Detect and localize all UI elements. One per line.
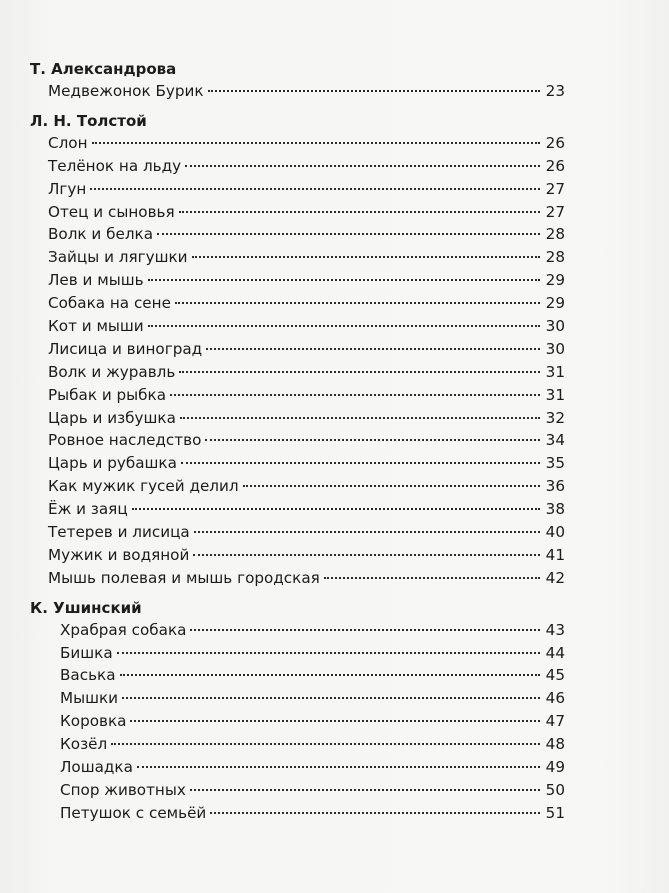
toc-entry [30,619,575,642]
entry-title: Ровное наследство [48,431,202,450]
dot-leader [92,142,540,144]
entry-title: Васька [60,666,116,685]
entry-page-number: 28 [545,248,565,267]
entry-page-number: 43 [545,620,565,639]
entry-title: Ёж и заяц [48,500,128,519]
dot-leader [130,720,539,722]
entry-title: Кот и мыши [48,317,144,336]
entry-page-number: 50 [545,780,565,799]
dot-leader [206,348,540,350]
dot-leader [179,211,540,213]
entry-page-number: 38 [545,500,565,519]
entry-title: Слон [48,133,88,152]
entry-title: Козёл [60,735,108,754]
entry-title: Царь и рубашка [48,454,177,473]
entry-title: Бишка [60,643,113,662]
dot-leader [111,743,539,745]
entry-title: Лисица и виноград [48,339,203,358]
dot-leader [185,165,540,167]
entry-page-number: 49 [545,758,565,777]
toc-entry [30,269,575,292]
entry-page-number: 26 [545,156,565,175]
dot-leader [192,256,540,258]
entry-title: Медвежонок Бурик [48,82,204,100]
entry-title: Лев и мышь [48,271,144,290]
dot-leader [148,279,540,281]
toc-entry [30,201,575,224]
toc-entry [30,544,575,567]
entry-page-number: 48 [545,735,565,754]
dot-leader [179,371,539,373]
entry-title: Тетерев и лисица [48,523,190,542]
toc-entry [30,292,575,315]
dot-leader [170,394,540,396]
toc-section [30,110,575,590]
entry-title: Храбрая собака [60,620,187,639]
entry-title: Мужик и водяной [48,545,190,564]
dot-leader [205,439,539,441]
entry-page-number: 32 [545,408,565,427]
toc-entry [30,246,575,269]
entry-page-number: 41 [545,545,565,564]
entry-page-number: 23 [545,82,565,100]
section-author-heading: Т. Александрова [30,60,177,78]
dot-leader [208,90,540,92]
section-author-heading: К. Ушинский [30,598,142,617]
entry-page-number: 28 [545,225,565,244]
dot-leader [193,554,539,556]
entry-page-number: 26 [545,133,565,152]
entry-page-number: 34 [545,431,565,450]
toc-entry [30,452,575,475]
toc-entry [30,733,575,756]
entry-title: Петушок с семьёй [60,803,207,822]
dot-leader [175,302,540,304]
entry-page-number: 40 [545,523,565,542]
entry-page-number: 30 [545,317,565,336]
entry-title: Волк и белка [48,225,154,244]
toc-entry [30,475,575,498]
dot-leader [157,233,540,235]
dot-leader [180,417,540,419]
entry-title: Отец и сыновья [48,202,175,221]
entry-title: Мышки [60,689,119,708]
entry-title: Рыбак и рыбка [48,385,166,404]
dot-leader [117,652,540,654]
entry-page-number: 44 [545,643,565,662]
toc-entry [30,779,575,802]
toc-entry [30,384,575,407]
dot-leader [181,462,540,464]
entry-page-number: 36 [545,477,565,496]
toc-entry [30,338,575,361]
entry-page-number: 46 [545,689,565,708]
toc-entry [30,664,575,687]
dot-leader [148,325,540,327]
section-author-heading: Л. Н. Толстой [30,111,147,130]
entry-title: Коровка [60,712,127,731]
dot-leader [137,766,540,768]
toc-entry [30,315,575,338]
entry-page-number: 31 [545,362,565,381]
entry-title: Лгун [48,179,87,198]
dot-leader [190,629,539,631]
dot-leader [90,188,539,190]
toc-entry [30,429,575,452]
entry-title: Как мужик гусей делил [48,477,239,496]
entry-title: Спор животных [60,780,186,799]
toc-entry [30,802,575,825]
entry-page-number: 42 [545,568,565,587]
dot-leader [194,531,540,533]
entry-title: Лошадка [60,758,133,777]
dot-leader [210,812,539,814]
toc-section [30,597,575,825]
entry-page-number: 45 [545,666,565,685]
toc-entry [30,155,575,178]
entry-title: Зайцы и лягушки [48,248,188,267]
entry-page-number: 29 [545,271,565,290]
table-of-contents [30,58,575,832]
toc-entry [30,521,575,544]
entry-page-number: 35 [545,454,565,473]
dot-leader [190,789,540,791]
toc-entry [30,567,575,590]
entry-title: Телёнок на льду [48,156,182,175]
toc-entry [30,687,575,710]
dot-leader [324,577,540,579]
toc-entry [30,223,575,246]
entry-page-number: 51 [545,803,565,822]
toc-entry [30,710,575,733]
entry-title: Собака на сене [48,294,171,313]
dot-leader [122,697,540,699]
dot-leader [243,485,540,487]
toc-entry [30,407,575,430]
dot-leader [120,674,540,676]
entry-title: Волк и журавль [48,362,176,381]
toc-entry [30,756,575,779]
page-corner-mark [619,847,633,863]
toc-entry [30,80,575,103]
entry-page-number: 29 [545,294,565,313]
toc-entry [30,498,575,521]
toc-entry [30,178,575,201]
entry-title: Мышь полевая и мышь городская [48,568,320,587]
toc-entry [30,132,575,155]
entry-page-number: 47 [545,712,565,731]
entry-page-number: 27 [545,202,565,221]
toc-entry [30,361,575,384]
dot-leader [132,508,540,510]
entry-page-number: 27 [545,179,565,198]
entry-page-number: 31 [545,385,565,404]
entry-title: Царь и избушка [48,408,176,427]
toc-section [30,58,575,103]
entry-page-number: 30 [545,339,565,358]
toc-entry [30,642,575,665]
